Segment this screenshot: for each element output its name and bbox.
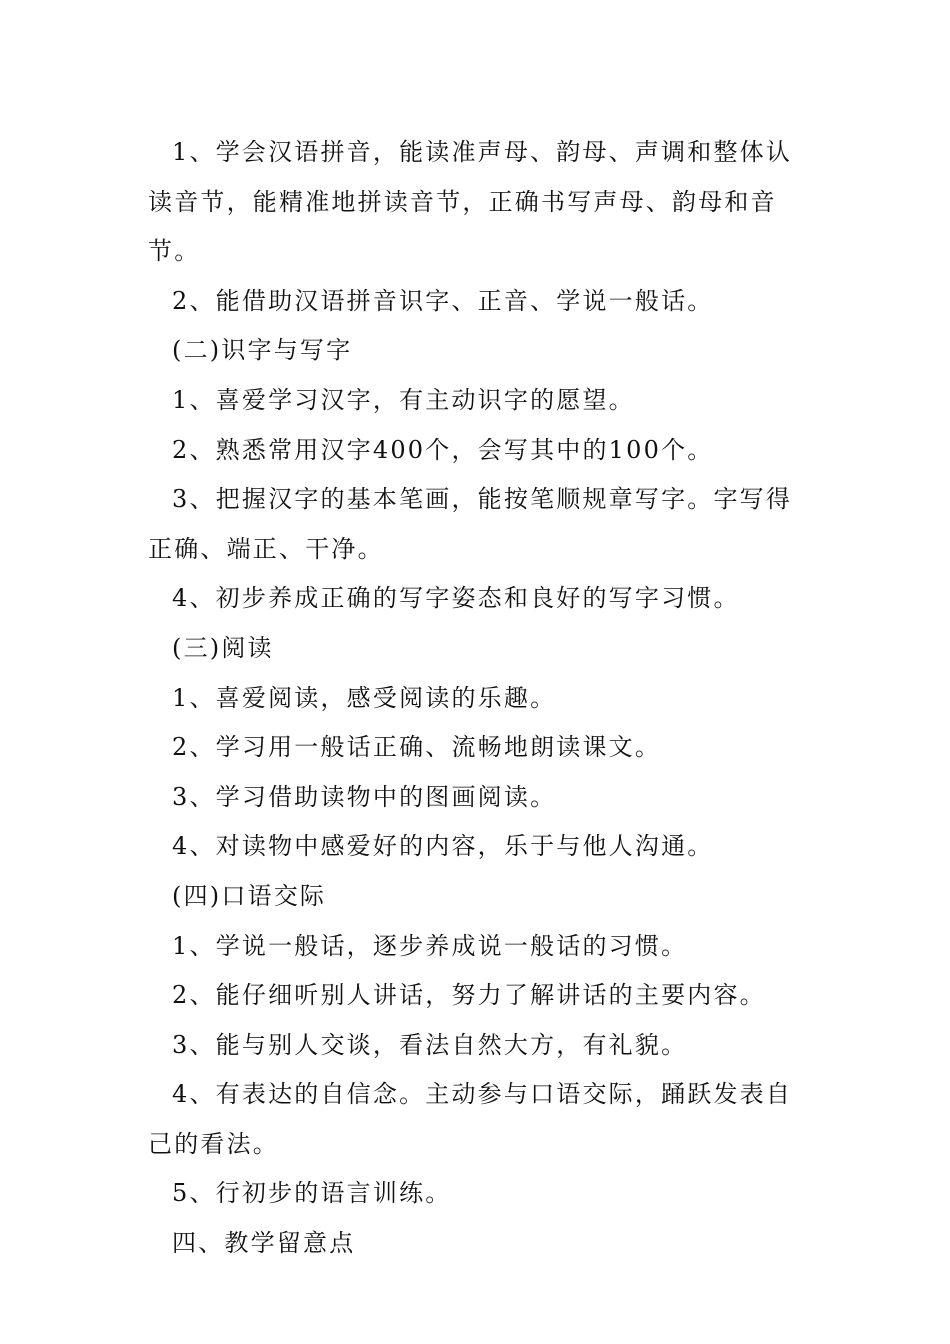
document-body (148, 128, 808, 1269)
section-heading-oral-communication: (四)口语交际 (172, 881, 327, 910)
paragraph-share-interests: 4、对读物中感爱好的内容，乐于与他人沟通。 (172, 832, 714, 861)
paragraph-pinyin-goal: 1、学会汉语拼音，能读准声母、韵母、声调和整体认读音节，能精准地拼读音节，正确书写声母、韵母和音节。 (148, 138, 793, 266)
paragraph-pinyin-usage: 2、能借助汉语拼音识字、正音、学说一般话。 (172, 286, 714, 315)
section-heading-teaching-notes: 四、教学留意点 (172, 1229, 356, 1258)
paragraph-confidence: 4、有表达的自信念。主动参与口语交际，踊跃发表自己的看法。 (148, 1080, 793, 1158)
paragraph-character-count: 2、熟悉常用汉字400个，会写其中的100个。 (172, 435, 714, 464)
paragraph-read-aloud: 2、学习用一般话正确、流畅地朗读课文。 (172, 733, 662, 762)
section-heading-reading: (三)阅读 (172, 633, 274, 662)
paragraph-picture-reading: 3、学习借助读物中的图画阅读。 (172, 782, 557, 811)
paragraph-enjoy-reading: 1、喜爱阅读，感受阅读的乐趣。 (172, 683, 557, 712)
section-heading-literacy-writing: (二)识字与写字 (172, 336, 353, 365)
paragraph-language-training: 5、行初步的语言训练。 (172, 1179, 452, 1208)
paragraph-listen-carefully: 2、能仔细听别人讲话，努力了解讲话的主要内容。 (172, 981, 766, 1010)
paragraph-strokes: 3、把握汉字的基本笔画，能按笔顺规章写字。字写得正确、端正、干净。 (148, 485, 793, 563)
paragraph-writing-posture: 4、初步养成正确的写字姿态和良好的写字习惯。 (172, 584, 740, 613)
paragraph-converse: 3、能与别人交谈，看法自然大方，有礼貌。 (172, 1030, 688, 1059)
paragraph-speak-mandarin: 1、学说一般话，逐步养成说一般话的习惯。 (172, 931, 688, 960)
paragraph-love-characters: 1、喜爱学习汉字，有主动识字的愿望。 (172, 385, 635, 414)
